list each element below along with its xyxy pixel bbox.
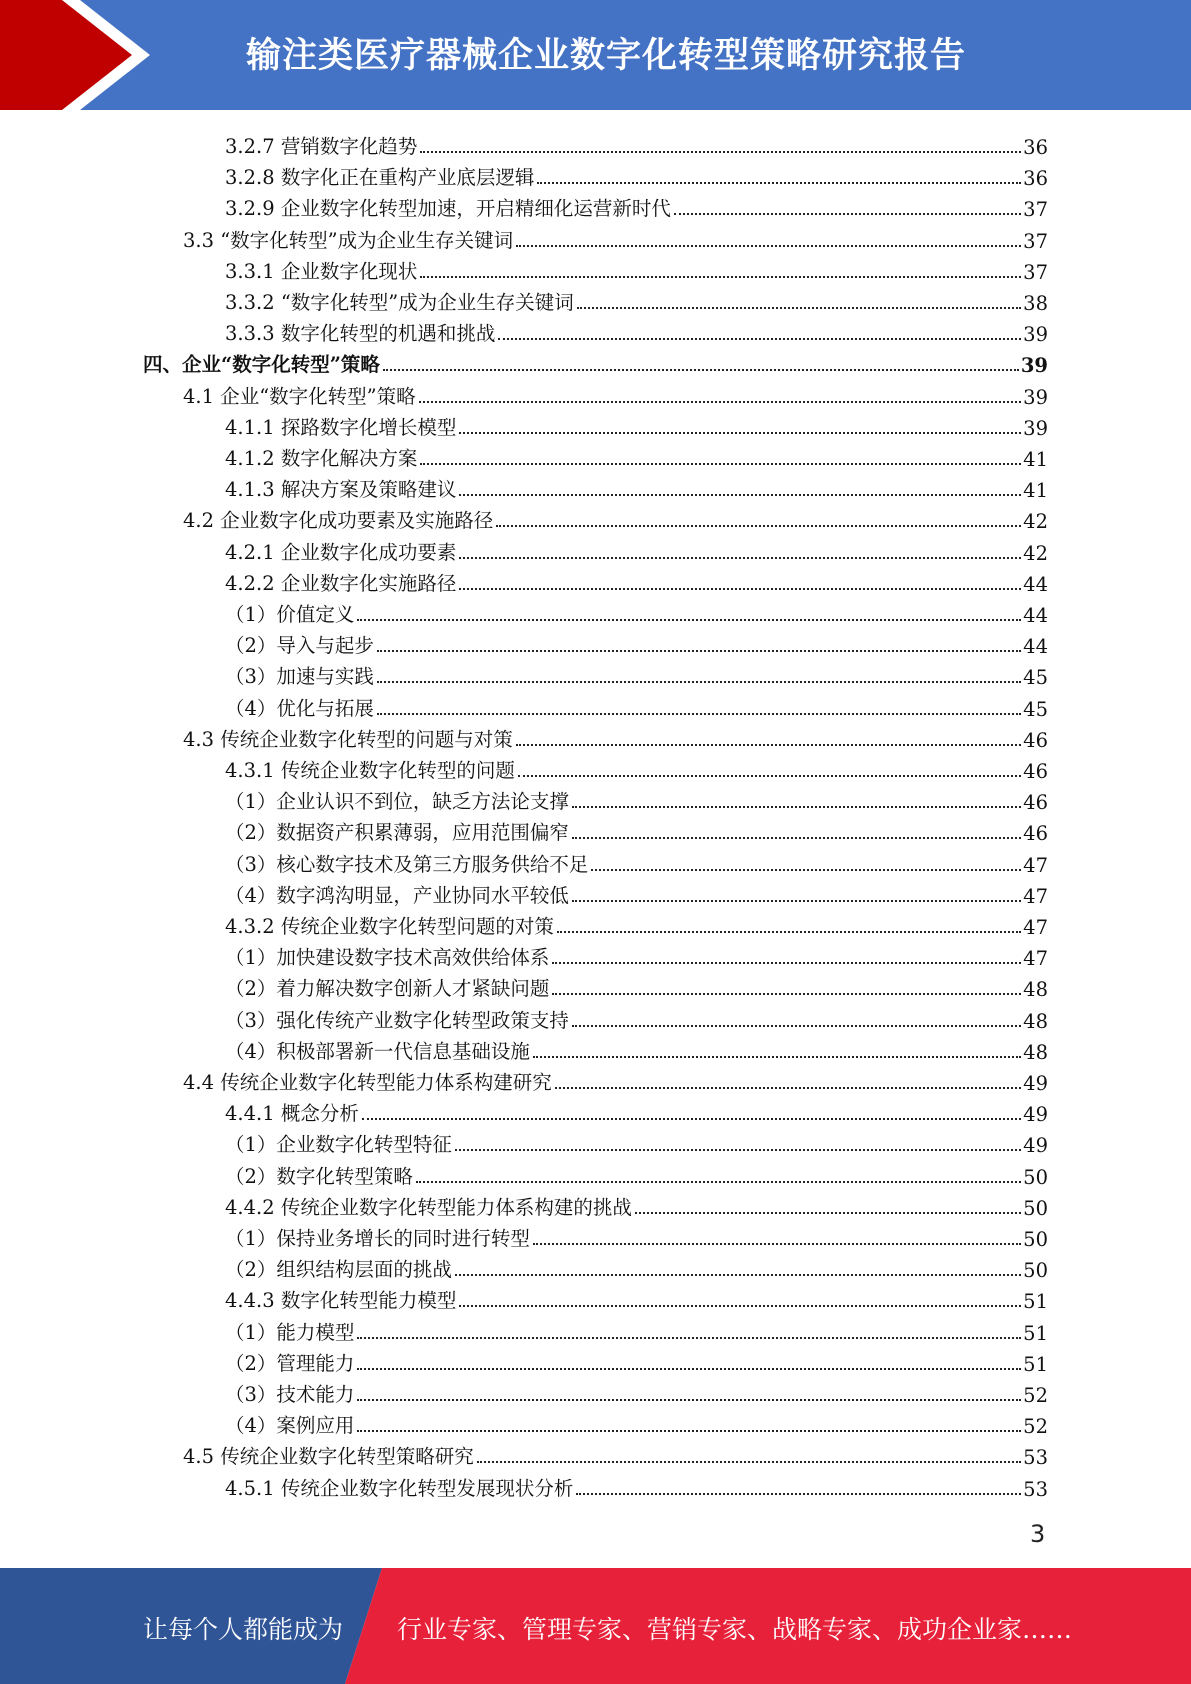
- toc-entry-label: 3.3 “数字化转型”成为企业生存关键词: [183, 228, 514, 252]
- toc-dot-leader: [635, 1212, 1021, 1214]
- toc-entry-page: 50: [1023, 1228, 1048, 1251]
- toc-entry-label: （3）强化传统产业数字化转型政策支持: [225, 1008, 569, 1032]
- toc-entry-label: 3.2.9 企业数字化转型加速，开启精细化运营新时代: [225, 197, 671, 221]
- toc-entry-page: 37: [1023, 198, 1048, 222]
- toc-entry-page: 51: [1023, 1352, 1048, 1376]
- toc-entry-page: 46: [1023, 791, 1048, 815]
- toc-entry-page: 41: [1023, 448, 1048, 471]
- toc-dot-leader: [555, 1087, 1021, 1089]
- toc-entry[interactable]: [225, 440, 1048, 471]
- toc-entry-page: 53: [1023, 1477, 1048, 1501]
- toc-entry[interactable]: [225, 534, 1048, 565]
- toc-entry-page: 38: [1023, 292, 1048, 315]
- toc-entry-label: （1）保持业务增长的同时进行转型: [225, 1227, 530, 1250]
- toc-entry-page: 52: [1023, 1384, 1048, 1407]
- toc-entry-label: 4.2.1 企业数字化成功要素: [225, 540, 457, 564]
- toc-entry-label: 4.4.1 概念分析: [225, 1102, 359, 1126]
- toc-entry[interactable]: [225, 253, 1048, 284]
- toc-entry-page: 42: [1023, 541, 1048, 565]
- toc-entry-label: （1）能力模型: [225, 1320, 355, 1344]
- toc-entry-page: 39: [1023, 385, 1048, 409]
- toc-entry-page: 50: [1023, 1259, 1048, 1283]
- toc-dot-leader: [459, 432, 1021, 434]
- toc-entry[interactable]: [225, 627, 1048, 658]
- toc-entry-page: 48: [1023, 978, 1048, 1002]
- toc-entry-label: 4.1.3 解决方案及策略建议: [225, 478, 457, 502]
- toc-entry[interactable]: [225, 284, 1048, 315]
- toc-entry-label: 4.4.3 数字化转型能力模型: [225, 1289, 457, 1313]
- toc-dot-leader: [577, 307, 1021, 309]
- toc-dot-leader: [459, 588, 1021, 590]
- toc-dot-leader: [537, 182, 1021, 184]
- toc-entry[interactable]: [225, 1220, 1048, 1251]
- toc-dot-leader: [377, 713, 1021, 715]
- toc-entry[interactable]: [225, 1002, 1048, 1033]
- toc-entry-label: （2）管理能力: [225, 1351, 355, 1375]
- toc-entry-page: 50: [1023, 1165, 1048, 1189]
- toc-dot-leader: [572, 900, 1021, 902]
- toc-entry-label: （3）核心数字技术及第三方服务供给不足: [225, 852, 589, 876]
- toc-dot-leader: [477, 1461, 1021, 1463]
- toc-entry-page: 46: [1023, 760, 1048, 783]
- toc-entry-label: （3）加速与实践: [225, 665, 374, 689]
- toc-entry[interactable]: [183, 222, 1048, 253]
- toc-dot-leader: [572, 1025, 1021, 1027]
- toc-entry-page: 36: [1023, 136, 1048, 159]
- toc-dot-leader: [496, 525, 1021, 527]
- toc-dot-leader: [357, 619, 1021, 621]
- toc-dot-leader: [357, 1399, 1021, 1401]
- toc-entry-label: 4.5.1 传统企业数字化转型发展现状分析: [225, 1476, 574, 1500]
- toc-dot-leader: [518, 775, 1021, 777]
- toc-entry-page: 37: [1023, 260, 1048, 284]
- toc-entry[interactable]: [225, 814, 1048, 845]
- toc-entry-label: 4.3.1 传统企业数字化转型的问题: [225, 759, 515, 782]
- toc-entry-label: 3.3.1 企业数字化现状: [225, 259, 418, 283]
- toc-dot-leader: [591, 869, 1021, 871]
- toc-dot-leader: [459, 1305, 1021, 1307]
- toc-entry-page: 44: [1023, 572, 1048, 596]
- toc-entry-page: 39: [1023, 416, 1048, 440]
- toc-entry[interactable]: [225, 1314, 1048, 1345]
- toc-entry-label: 4.2 企业数字化成功要素及实施路径: [183, 509, 494, 533]
- toc-entry-page: 48: [1023, 1040, 1048, 1064]
- toc-entry-label: 3.3.3 数字化转型的机遇和挑战: [225, 322, 496, 346]
- toc-entry-label: （4）数字鸿沟明显，产业协同水平较低: [225, 883, 569, 907]
- toc-entry-label: （2）着力解决数字创新人才紧缺问题: [225, 977, 550, 1001]
- page-number: 3: [1030, 1520, 1046, 1548]
- toc-entry-label: 4.1.1 探路数字化增长模型: [225, 415, 457, 439]
- toc-entry-page: 45: [1023, 666, 1048, 690]
- toc-entry[interactable]: [225, 1345, 1048, 1376]
- toc-entry[interactable]: [225, 596, 1048, 627]
- toc-dot-leader: [533, 1056, 1021, 1058]
- toc-entry-label: （4）案例应用: [225, 1414, 355, 1438]
- toc-entry-label: 4.5 传统企业数字化转型策略研究: [183, 1445, 474, 1469]
- toc-entry[interactable]: [183, 502, 1048, 533]
- toc-entry-page: 53: [1023, 1446, 1048, 1470]
- toc-dot-leader: [455, 1149, 1021, 1151]
- toc-entry[interactable]: [225, 658, 1048, 689]
- toc-entry-label: 4.4.2 传统企业数字化转型能力体系构建的挑战: [225, 1195, 632, 1219]
- toc-entry[interactable]: [225, 159, 1048, 190]
- toc-entry-label: （1）企业数字化转型特征: [225, 1133, 452, 1157]
- toc-dot-leader: [459, 494, 1021, 496]
- toc-entry-page: 46: [1023, 728, 1048, 752]
- toc-dot-leader: [533, 1243, 1021, 1245]
- toc-dot-leader: [674, 213, 1021, 215]
- toc-entry-label: 3.2.8 数字化正在重构产业底层逻辑: [225, 166, 535, 190]
- toc-entry-page: 45: [1023, 697, 1048, 721]
- report-title: 输注类医疗器械企业数字化转型策略研究报告: [246, 36, 967, 76]
- toc-entry[interactable]: [225, 1126, 1048, 1157]
- footer-slogan-left: 让每个人都能成为: [143, 1615, 344, 1644]
- toc-entry-label: 四、企业“数字化转型”策略: [143, 353, 380, 377]
- toc-entry-label: （4）积极部署新一代信息基础设施: [225, 1039, 530, 1063]
- toc-entry-page: 48: [1023, 1009, 1048, 1033]
- toc-entry[interactable]: [225, 1033, 1048, 1064]
- page-footer: [0, 1568, 1191, 1684]
- toc-entry-label: （2）组织结构层面的挑战: [225, 1258, 452, 1282]
- toc-dot-leader: [576, 1493, 1021, 1495]
- toc-dot-leader: [516, 245, 1021, 247]
- toc-entry-page: 49: [1023, 1134, 1048, 1158]
- toc-dot-leader: [419, 401, 1022, 403]
- toc-entry[interactable]: [183, 1064, 1048, 1095]
- toc-entry[interactable]: [225, 1470, 1048, 1501]
- toc-entry-label: 3.2.7 营销数字化趋势: [225, 135, 418, 158]
- toc-entry-label: （2）导入与起步: [225, 634, 374, 658]
- toc-entry[interactable]: [225, 190, 1048, 221]
- toc-entry-label: 4.1 企业“数字化转型”策略: [183, 384, 416, 408]
- toc-entry-label: 4.2.2 企业数字化实施路径: [225, 571, 457, 595]
- toc-entry-page: 51: [1023, 1290, 1048, 1314]
- toc-entry-label: 4.3 传统企业数字化转型的问题与对策: [183, 727, 513, 751]
- toc-entry[interactable]: [143, 346, 1048, 377]
- toc-entry[interactable]: [225, 1158, 1048, 1189]
- toc-entry[interactable]: [225, 970, 1048, 1001]
- toc-entry[interactable]: [225, 1189, 1048, 1220]
- toc-dot-leader: [552, 962, 1021, 964]
- toc-entry-page: 50: [1023, 1196, 1048, 1220]
- toc-entry[interactable]: [225, 1376, 1048, 1407]
- toc-entry-label: （2）数据资产积累薄弱，应用范围偏窄: [225, 821, 569, 845]
- toc-dot-leader: [420, 463, 1021, 465]
- toc-dot-leader: [459, 557, 1021, 559]
- toc-entry[interactable]: [183, 721, 1048, 752]
- toc-entry-page: 46: [1023, 822, 1048, 846]
- toc-dot-leader: [552, 993, 1021, 995]
- toc-entry[interactable]: [225, 877, 1048, 908]
- toc-entry-page: 49: [1023, 1072, 1048, 1095]
- toc-entry-page: 36: [1023, 167, 1048, 191]
- toc-dot-leader: [572, 806, 1021, 808]
- toc-entry-page: 42: [1023, 510, 1048, 534]
- toc-entry[interactable]: [225, 846, 1048, 877]
- toc-entry[interactable]: [225, 908, 1048, 939]
- toc-entry[interactable]: [225, 939, 1048, 970]
- toc-entry-label: 4.4 传统企业数字化转型能力体系构建研究: [183, 1071, 552, 1094]
- toc-entry-page: 47: [1023, 916, 1048, 939]
- toc-dot-leader: [420, 151, 1021, 153]
- toc-entry-page: 39: [1020, 354, 1048, 378]
- toc-entry[interactable]: [225, 690, 1048, 721]
- toc-entry-page: 39: [1023, 323, 1048, 347]
- toc-entry[interactable]: [225, 471, 1048, 502]
- toc-dot-leader: [357, 1337, 1021, 1339]
- toc-dot-leader: [420, 276, 1021, 278]
- toc-dot-leader: [362, 1118, 1021, 1120]
- toc-entry-label: （4）优化与拓展: [225, 696, 374, 720]
- toc-dot-leader: [377, 681, 1021, 683]
- toc-dot-leader: [516, 744, 1021, 746]
- toc-entry[interactable]: [183, 1438, 1048, 1469]
- toc-entry-page: 44: [1023, 635, 1048, 659]
- toc-entry[interactable]: [225, 1095, 1048, 1126]
- toc-entry[interactable]: [225, 409, 1048, 440]
- toc-entry-label: （1）企业认识不到位，缺乏方法论支撑: [225, 790, 569, 814]
- toc-dot-leader: [383, 369, 1019, 371]
- toc-entry-label: 4.1.2 数字化解决方案: [225, 447, 418, 470]
- toc-entry-page: 49: [1023, 1103, 1048, 1127]
- toc-entry[interactable]: [225, 565, 1048, 596]
- toc-entry-page: 47: [1023, 947, 1048, 971]
- toc-entry-label: 3.3.2 “数字化转型”成为企业生存关键词: [225, 291, 574, 314]
- toc-entry-label: （3）技术能力: [225, 1383, 355, 1406]
- toc-entry-label: （2）数字化转型策略: [225, 1164, 413, 1188]
- toc-dot-leader: [357, 1368, 1021, 1370]
- toc-entry-page: 44: [1023, 604, 1048, 627]
- toc-entry-page: 47: [1023, 853, 1048, 877]
- toc-entry-label: 4.3.2 传统企业数字化转型问题的对策: [225, 915, 554, 938]
- toc-entry[interactable]: [225, 1251, 1048, 1282]
- toc-entry-label: （1）加快建设数字技术高效供给体系: [225, 946, 550, 970]
- toc-entry[interactable]: [225, 752, 1048, 783]
- toc-dot-leader: [455, 1274, 1021, 1276]
- toc-dot-leader: [572, 837, 1021, 839]
- toc-dot-leader: [498, 338, 1021, 340]
- toc-entry-page: 37: [1023, 229, 1048, 253]
- toc-entry[interactable]: [183, 378, 1048, 409]
- toc-entry-page: 41: [1023, 479, 1048, 503]
- page-header: [0, 0, 1191, 110]
- toc-entry[interactable]: [225, 1282, 1048, 1313]
- toc-dot-leader: [416, 1181, 1021, 1183]
- toc-entry[interactable]: [225, 783, 1048, 814]
- toc-entry-page: 51: [1023, 1321, 1048, 1345]
- toc-entry-label: （1）价值定义: [225, 603, 355, 626]
- toc-dot-leader: [377, 650, 1021, 652]
- toc-dot-leader: [557, 931, 1021, 933]
- footer-slogan-right: 行业专家、管理专家、营销专家、战略专家、成功企业家……: [397, 1615, 1073, 1644]
- toc-entry-page: 47: [1023, 884, 1048, 908]
- toc-entry[interactable]: [225, 315, 1048, 346]
- toc-dot-leader: [357, 1430, 1021, 1432]
- toc-entry[interactable]: [225, 128, 1048, 159]
- toc-entry[interactable]: [225, 1407, 1048, 1438]
- toc-entry-page: 52: [1023, 1415, 1048, 1439]
